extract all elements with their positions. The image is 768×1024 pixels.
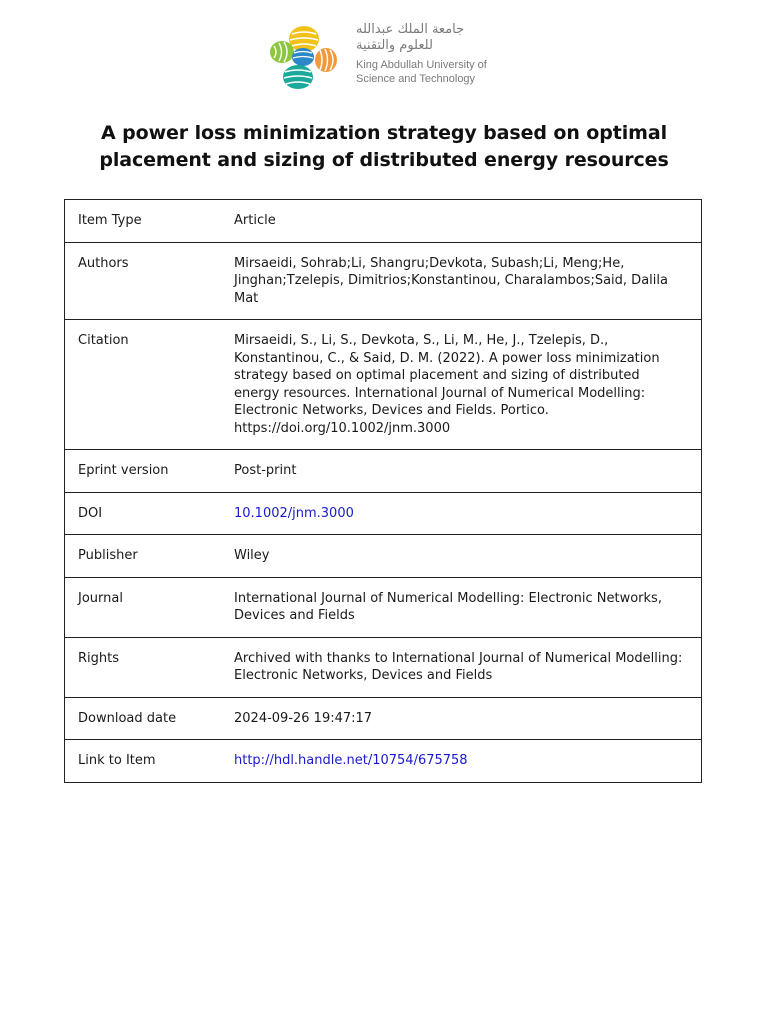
table-row: [65, 697, 702, 740]
publisher-value: Wiley: [224, 535, 702, 578]
kaust-wordmark: [356, 22, 516, 86]
download-date-label: Download date: [65, 697, 225, 740]
rights-value: Archived with thanks to International Journal of Numerical Modelling: Electronic Networks, Devices and Fields: [224, 637, 702, 697]
logo-english-line2: Science and Technology: [356, 73, 476, 85]
journal-label: Journal: [65, 577, 225, 637]
title-line1: A power loss minimization strategy based on optimal: [101, 122, 667, 144]
metadata-table: [64, 199, 702, 783]
table-row: [65, 320, 702, 450]
link-to-item-label: Link to Item: [65, 740, 225, 783]
table-row: [65, 535, 702, 578]
kaust-logo-icon: [268, 22, 344, 92]
table-row: [65, 577, 702, 637]
citation-value: Mirsaeidi, S., Li, S., Devkota, S., Li, M., He, J., Tzelepis, D., Konstantinou, C., & Said, D. M. (2022). A power loss minimization strategy based on optimal placement and sizing of distributed energy resources. International Journal of Numerical Modelling: Electronic Networks, Devices and Fields. Portico. https://doi.org/10.1002/jnm.3000: [224, 320, 702, 450]
doi-link[interactable]: 10.1002/jnm.3000: [234, 505, 354, 521]
logo-english-line1: King Abdullah University of: [356, 59, 487, 71]
download-date-value: 2024-09-26 19:47:17: [224, 697, 702, 740]
publisher-label: Publisher: [65, 535, 225, 578]
logo-arabic-line2: للعلوم والتقنية: [356, 38, 433, 53]
table-row: [65, 492, 702, 535]
authors-value: Mirsaeidi, Sohrab;Li, Shangru;Devkota, Subash;Li, Meng;He, Jinghan;Tzelepis, Dimitrios;Konstantinou, Charalambos;Said, Dalila Mat: [224, 242, 702, 320]
rights-label: Rights: [65, 637, 225, 697]
journal-value: International Journal of Numerical Modelling: Electronic Networks, Devices and Fields: [224, 577, 702, 637]
table-row: [65, 740, 702, 783]
eprint-version-value: Post-print: [224, 450, 702, 493]
item-type-label: Item Type: [78, 213, 142, 228]
table-row: [65, 200, 702, 243]
item-handle-link[interactable]: http://hdl.handle.net/10754/675758: [234, 753, 468, 768]
doi-label: DOI: [65, 492, 225, 535]
item-type-value: Article: [234, 213, 276, 228]
eprint-version-label: Eprint version: [65, 450, 225, 493]
title-line2: placement and sizing of distributed energy resources: [99, 149, 669, 171]
logo-arabic-line1: جامعة الملك عبدالله: [356, 22, 465, 37]
document-title: [60, 120, 708, 174]
kaust-logo: [268, 22, 508, 92]
authors-label: Authors: [65, 242, 225, 320]
citation-label: Citation: [65, 320, 225, 450]
table-row: [65, 450, 702, 493]
table-row: [65, 242, 702, 320]
table-row: [65, 637, 702, 697]
